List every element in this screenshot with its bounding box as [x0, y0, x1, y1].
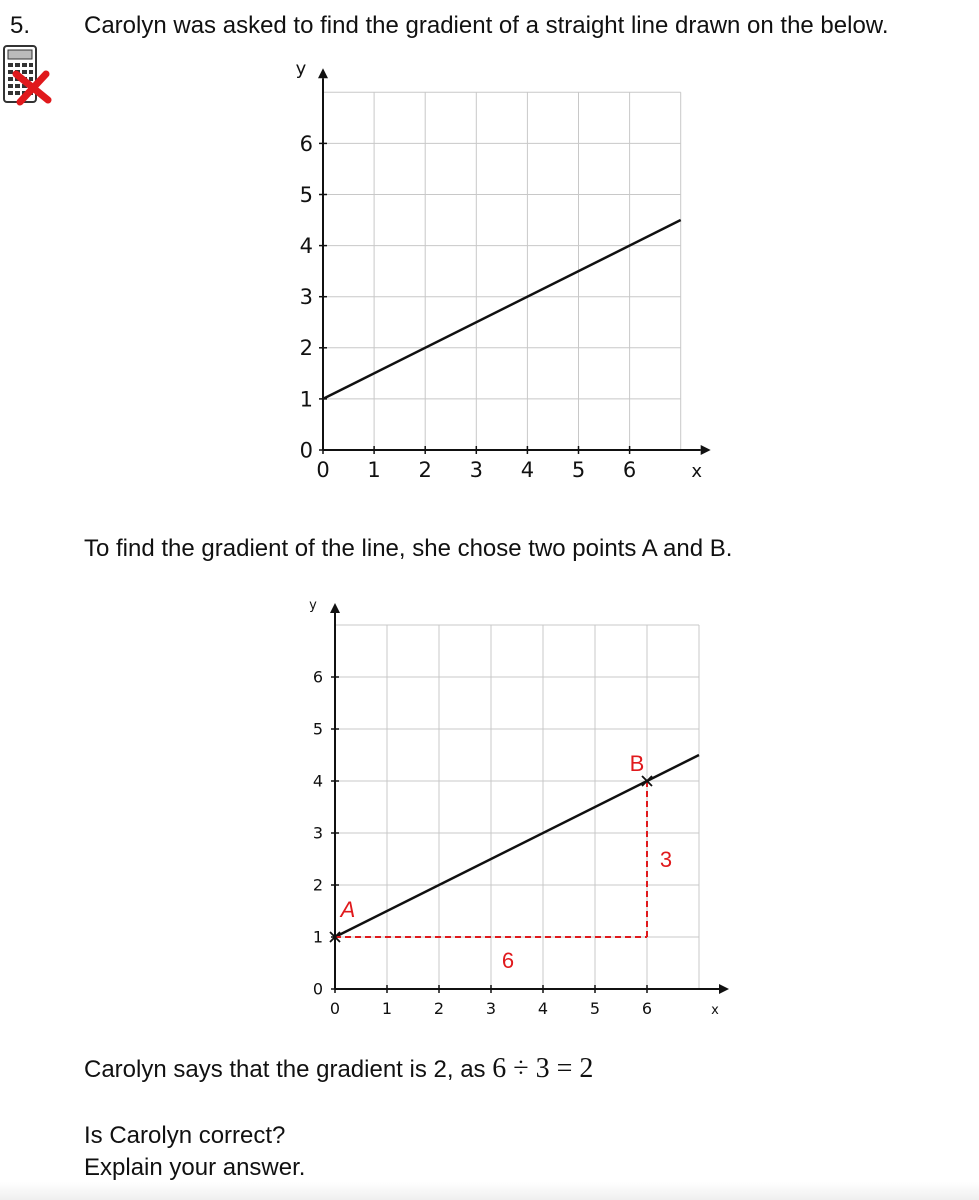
run-label: 6 [501, 948, 515, 973]
y-tick-label: 1 [299, 387, 313, 412]
claim-expression: 6 ÷ 3 = 2 [492, 1053, 594, 1084]
y-tick-label: 1 [312, 927, 323, 947]
x-tick-label: 0 [329, 999, 341, 1018]
claim-line [84, 1053, 593, 1085]
x-tick-label: 1 [381, 999, 393, 1018]
x-tick-label: 5 [571, 458, 586, 482]
y-tick-label: 3 [312, 823, 323, 843]
x-tick-label: 3 [485, 999, 497, 1018]
x-tick-label: 6 [622, 458, 637, 482]
x-axis-arrow [701, 445, 711, 455]
prompt-explain: Explain your answer. [84, 1154, 306, 1181]
y-axis-label: y [309, 598, 317, 613]
graph-line [335, 755, 699, 937]
graph-line [323, 220, 681, 399]
x-tick-label: 0 [316, 458, 330, 482]
point-a-label: A [340, 897, 356, 922]
y-axis-arrow [330, 603, 340, 613]
y-tick-label: 2 [299, 336, 313, 361]
question-intro: Carolyn was asked to find the gradient of a straight line drawn on the below. [84, 12, 889, 39]
y-tick-label: 3 [299, 285, 313, 310]
y-tick-label: 6 [312, 667, 323, 687]
page-bottom-shade [0, 1182, 979, 1200]
x-axis-label: x [711, 1003, 719, 1018]
method-text: To find the gradient of the line, she chose two points A and B. [84, 535, 733, 562]
x-tick-label: 5 [589, 999, 601, 1018]
x-tick-label: 3 [469, 458, 483, 482]
x-tick-label: 4 [537, 999, 549, 1018]
y-axis-label: y [295, 58, 307, 80]
point-b-label: B [629, 751, 645, 776]
claim-text: Carolyn says that the gradient is 2, as [84, 1056, 486, 1083]
y-tick-label: 4 [312, 771, 323, 791]
graph-1 [0, 52, 979, 492]
x-axis-arrow [719, 984, 729, 994]
question-number: 5. [10, 12, 31, 39]
x-tick-label: 1 [367, 458, 381, 482]
x-tick-label: 2 [418, 458, 432, 482]
x-tick-label: 4 [520, 458, 535, 482]
y-tick-label: 2 [312, 875, 323, 895]
x-tick-label: 2 [433, 999, 445, 1018]
x-axis-label: x [691, 461, 703, 482]
y-tick-label: 0 [299, 438, 313, 463]
x-tick-label: 6 [641, 999, 653, 1018]
y-tick-label: 5 [312, 719, 323, 739]
prompt-correct: Is Carolyn correct? [84, 1122, 286, 1149]
y-tick-label: 5 [299, 182, 313, 207]
rise-label: 3 [659, 847, 673, 872]
y-axis-arrow [318, 68, 328, 78]
graph-2 [0, 585, 979, 1025]
y-tick-label: 0 [312, 979, 323, 999]
y-tick-label: 4 [299, 233, 313, 258]
y-tick-label: 6 [299, 131, 313, 156]
